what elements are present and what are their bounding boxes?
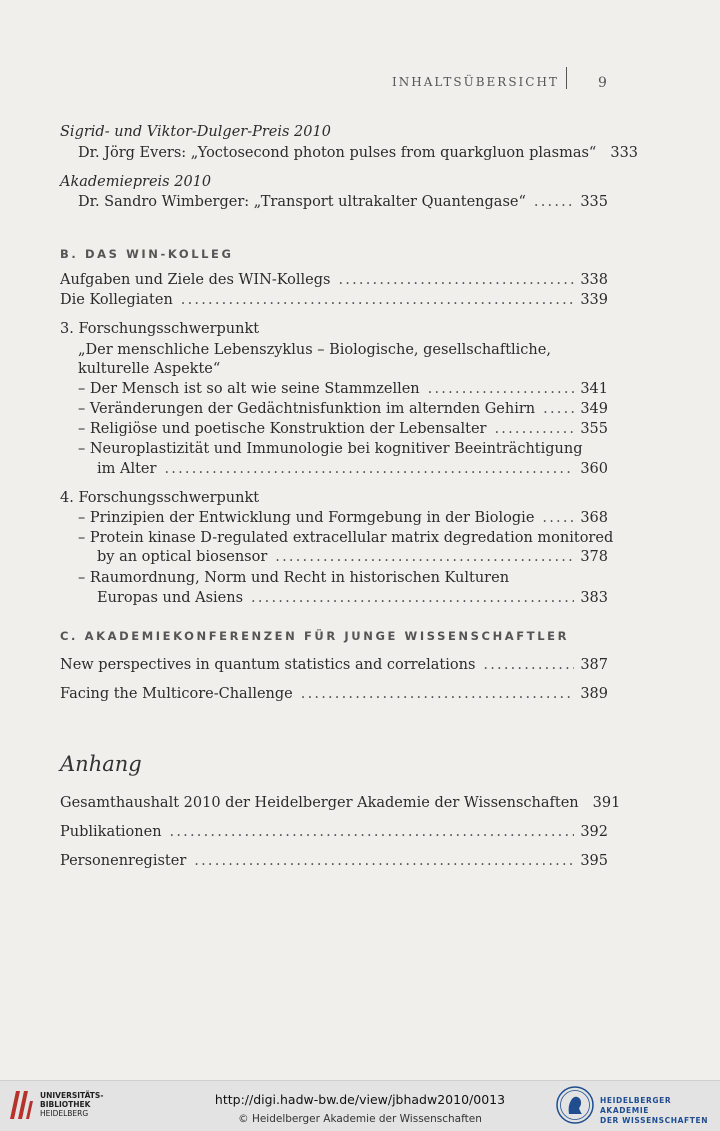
toc-entry: [97, 589, 608, 607]
toc-entry: [78, 144, 639, 162]
toc-entry: [60, 852, 608, 870]
toc-entry-page: 333: [610, 145, 639, 161]
toc-entry-page: 387: [580, 657, 608, 673]
toc-entry-title: – Protein kinase D-regulated extracellular matrix degredation monitored: [78, 530, 614, 546]
appendix-heading: Anhang: [60, 752, 142, 776]
toc-entry-page: 349: [580, 401, 608, 417]
library-name-line: BIBLIOTHEK: [40, 1100, 91, 1109]
leader-dots: [542, 509, 574, 527]
library-name-line: UNIVERSITÄTS-: [40, 1091, 104, 1100]
toc-entry-title: Die Kollegiaten: [60, 292, 173, 308]
toc-entry: [60, 685, 608, 703]
toc-entry: [78, 420, 608, 438]
section-heading: B. DAS WIN-KOLLEG: [60, 247, 234, 261]
toc-entry-title: – Neuroplastizität und Immunologie bei kognitiver Beeinträchtigung: [78, 441, 583, 457]
leader-dots: [164, 460, 574, 478]
toc-entry-title: New perspectives in quantum statistics and correlations: [60, 657, 476, 673]
header-divider: [566, 67, 567, 89]
toc-entry-page: 395: [580, 853, 608, 869]
academy-seal-icon[interactable]: [556, 1086, 594, 1124]
toc-entry-page: 378: [580, 549, 608, 565]
toc-entry-page: 383: [580, 590, 608, 606]
focus-title: 3. Forschungsschwerpunkt: [60, 321, 260, 337]
toc-entry-page: 389: [580, 686, 608, 702]
toc-entry-page: 368: [580, 510, 608, 526]
leader-dots: [251, 589, 574, 607]
toc-entry-page: 355: [580, 421, 608, 437]
toc-entry-page: 391: [592, 795, 621, 811]
leader-dots: [170, 823, 575, 841]
prize-name: Akademiepreis 2010: [60, 174, 212, 190]
leader-dots: [194, 852, 574, 870]
toc-entry: [97, 460, 608, 478]
toc-entry: [97, 548, 608, 566]
toc-entry-page: 339: [580, 292, 608, 308]
toc-entry: [78, 380, 608, 398]
leader-dots: [301, 685, 575, 703]
toc-entry-page: 341: [580, 381, 608, 397]
toc-entry-continuation: im Alter: [97, 461, 157, 477]
toc-entry-title: Publikationen: [60, 824, 162, 840]
toc-entry: [60, 271, 608, 289]
academy-name: [600, 1096, 720, 1126]
copyright-notice: © Heidelberger Akademie der Wissenschaften: [238, 1113, 482, 1125]
toc-entry-page: 335: [580, 194, 608, 210]
toc-entry-title: – Prinzipien der Entwicklung und Formgebung in der Biologie: [78, 510, 535, 526]
toc-entry-page: 360: [580, 461, 608, 477]
focus-subtitle: „Der menschliche Lebenszyklus – Biologische, gesellschaftliche,: [78, 342, 551, 358]
leader-dots: [543, 400, 574, 418]
toc-entry-title: Dr. Sandro Wimberger: „Transport ultrakalter Quantengase“: [78, 194, 526, 210]
focus-subtitle: kulturelle Aspekte“: [78, 361, 221, 377]
leader-dots: [495, 420, 575, 438]
leader-dots: [483, 656, 574, 674]
toc-entry-page: 392: [580, 824, 608, 840]
prize-name: Sigrid- und Viktor-Dulger-Preis 2010: [60, 124, 331, 140]
toc-entry-title: Facing the Multicore-Challenge: [60, 686, 293, 702]
toc-entry-title: Gesamthaushalt 2010 der Heidelberger Akademie der Wissenschaften: [60, 795, 579, 811]
leader-dots: [428, 380, 575, 398]
document-url-link[interactable]: http://digi.hadw-bw.de/view/jbhadw2010/0013: [214, 1092, 506, 1107]
toc-entry-continuation: by an optical biosensor: [97, 549, 268, 565]
toc-entry: [78, 509, 608, 527]
viewer-footer: [0, 1080, 720, 1131]
toc-entry: [78, 193, 608, 211]
toc-entry-title: Dr. Jörg Evers: „Yoctosecond photon pulses from quarkgluon plasmas“: [78, 145, 597, 161]
toc-entry: [78, 400, 608, 418]
section-heading: C. AKADEMIEKONFERENZEN FÜR JUNGE WISSENSCHAFTLER: [60, 629, 570, 643]
page-number: 9: [598, 75, 607, 91]
toc-entry: [60, 823, 608, 841]
leader-dots: [534, 193, 574, 211]
toc-entry: [60, 794, 621, 812]
toc-entry-title: – Raumordnung, Norm und Recht in historischen Kulturen: [78, 570, 510, 586]
toc-entry: [60, 656, 608, 674]
toc-entry-title: Personenregister: [60, 853, 187, 869]
toc-entry-title: – Veränderungen der Gedächtnisfunktion im alternden Gehirn: [78, 401, 536, 417]
focus-title: 4. Forschungsschwerpunkt: [60, 490, 260, 506]
toc-entry-page: 338: [580, 272, 608, 288]
leader-dots: [181, 291, 575, 309]
leader-dots: [339, 271, 575, 289]
toc-entry: [60, 291, 608, 309]
academy-name-line: DER WISSENSCHAFTEN: [600, 1116, 709, 1125]
toc-entry-continuation: Europas und Asiens: [97, 590, 244, 606]
toc-entry-title: – Der Mensch ist so alt wie seine Stammzellen: [78, 381, 420, 397]
library-name-line: HEIDELBERG: [40, 1109, 89, 1118]
leader-dots: [275, 548, 574, 566]
academy-name-line: HEIDELBERGER AKADEMIE: [600, 1096, 672, 1115]
running-header-title: INHALTSÜBERSICHT: [392, 75, 559, 89]
toc-entry-title: – Religiöse und poetische Konstruktion der Lebensalter: [78, 421, 487, 437]
toc-entry-title: Aufgaben und Ziele des WIN-Kollegs: [60, 272, 331, 288]
